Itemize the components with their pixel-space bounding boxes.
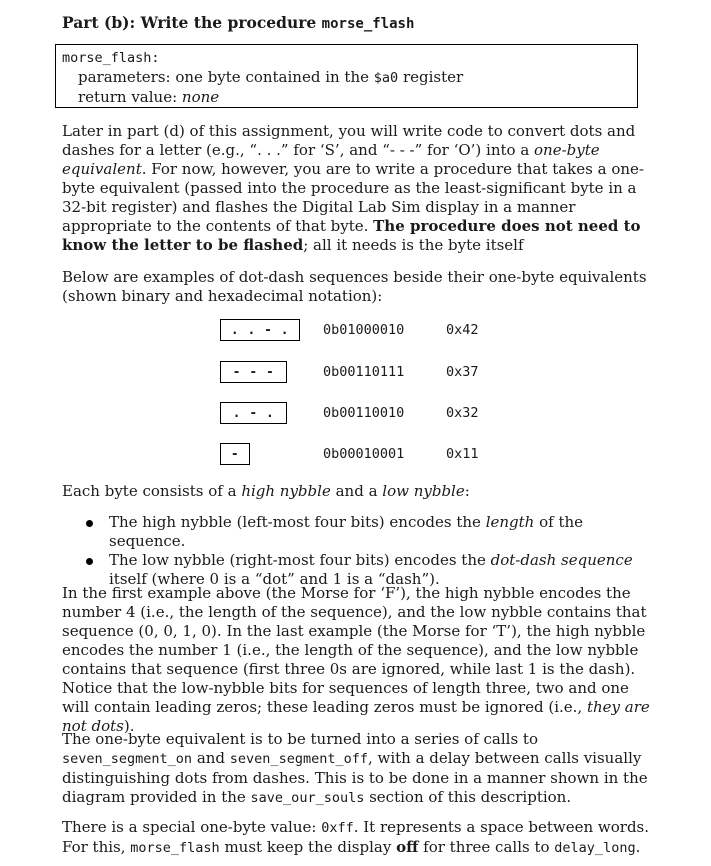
- bullet-dot-icon: [86, 558, 93, 565]
- morse-sequence: -: [230, 446, 240, 462]
- morse-sequence: . - .: [232, 405, 275, 421]
- nybble-bullet-list: [62, 513, 652, 589]
- bullet-text2: itself (where 0 is a “dot” and 1 is a “dash”).: [109, 570, 440, 588]
- para5-text3: , with a delay between calls visually distinguishing dots from dashes. This is to be done in a manner shown in the diagram provided in the: [62, 749, 648, 806]
- code-seven-segment-off: seven_segment_off: [229, 751, 368, 767]
- example-row: [0, 361, 711, 383]
- para6-text2: . It represents a space between words. For this,: [62, 818, 650, 856]
- binary-value: 0b00010001: [323, 446, 405, 462]
- code-0xff: 0xff: [321, 820, 354, 836]
- bullet-text2: of the sequence.: [109, 513, 584, 550]
- para3-emphasis1: high nybble: [241, 482, 331, 500]
- morse-sequence: - - -: [232, 364, 275, 380]
- para6-text3: must keep the display: [219, 838, 397, 856]
- special-value-paragraph: [62, 818, 652, 858]
- para1-bold: The procedure does not need to know the letter to be flashed: [62, 217, 641, 254]
- return-text: return value:: [78, 88, 182, 106]
- bullet-text1: The low nybble (right-most four bits) encodes the: [109, 551, 491, 569]
- morse-sequence: . . - .: [230, 322, 290, 338]
- example-row: [0, 319, 711, 341]
- code-seven-segment-on: seven_segment_on: [62, 751, 193, 767]
- section-heading: [62, 13, 414, 32]
- para1-text1: Later in part (d) of this assignment, you will write code to convert dots and dashes for a letter (e.g., “. . .” for ‘S’, and “- - -” for ‘O’) into a: [62, 122, 636, 159]
- hex-value: 0x37: [446, 364, 479, 380]
- para5-text1: The one-byte equivalent is to be turned into a series of calls to: [62, 730, 538, 748]
- para3-emphasis2: low nybble: [382, 482, 465, 500]
- bullet-item: [62, 513, 652, 551]
- bullet-dot-icon: [86, 520, 93, 527]
- bullet-emphasis: length: [485, 513, 535, 531]
- binary-value: 0b01000010: [323, 322, 405, 338]
- morse-sequence-box: [220, 319, 300, 341]
- para6-text4: for three calls to: [418, 838, 555, 856]
- parameters-register: $a0: [373, 70, 399, 86]
- code-save-our-souls: save_our_souls: [250, 790, 365, 806]
- para6-bold: off: [396, 838, 419, 856]
- bullet-emphasis: dot-dash sequence: [490, 551, 633, 569]
- para1-emphasis: one-byte equivalent: [62, 141, 600, 178]
- para3-text3: :: [464, 482, 470, 500]
- examples-intro-paragraph: Below are examples of dot-dash sequences beside their one-byte equivalents (shown binary and hexadecimal notation):: [62, 268, 647, 305]
- hex-value: 0x32: [446, 405, 479, 421]
- proc-parameters: [62, 68, 637, 88]
- heading-prefix: Part (b): Write the procedure: [62, 13, 322, 32]
- bullet-text1: The high nybble (left-most four bits) encodes the: [109, 513, 486, 531]
- proc-name: morse_flash:: [62, 50, 160, 66]
- hex-value: 0x42: [446, 322, 479, 338]
- para6-text5: .: [635, 838, 641, 856]
- code-delay-long: delay_long: [554, 840, 636, 856]
- example-row: [0, 443, 711, 465]
- para3-text2: and a: [330, 482, 383, 500]
- parameters-text: parameters: one byte contained in the: [78, 68, 374, 86]
- parameters-suffix: register: [398, 68, 464, 86]
- para3-text1: Each byte consists of a: [62, 482, 242, 500]
- example-row: [0, 402, 711, 424]
- hex-value: 0x11: [446, 446, 479, 462]
- seven-segment-paragraph: [62, 730, 652, 808]
- para1-text3: ; all it needs is the byte itself: [303, 236, 524, 254]
- procedure-signature-box: [55, 44, 638, 108]
- morse-sequence-box: [220, 402, 287, 424]
- code-morse-flash: morse_flash: [130, 840, 220, 856]
- binary-value: 0b00110111: [323, 364, 405, 380]
- para4-text2: ).: [123, 717, 135, 735]
- morse-sequence-box: [220, 361, 287, 383]
- para5-text4: section of this description.: [364, 788, 572, 806]
- morse-sequence-box: [220, 443, 250, 465]
- heading-proc-name: morse_flash: [321, 16, 415, 32]
- nybble-intro-paragraph: [62, 482, 652, 501]
- intro-paragraph: [62, 122, 652, 255]
- binary-value: 0b00110010: [323, 405, 405, 421]
- return-value: none: [181, 88, 220, 106]
- para6-text1: There is a special one-byte value:: [62, 818, 322, 836]
- proc-return: [62, 88, 637, 107]
- para4-emphasis: they are not dots: [62, 698, 650, 735]
- para1-text2: . For now, however, you are to write a procedure that takes a one-byte equivalent (passed into the procedure as the least-significant byte in a 32-bit register) and flashes the Digital Lab Sim display in a manner appropriate to the contents of that byte.: [62, 160, 644, 235]
- para4-text1: In the first example above (the Morse for ‘F’), the high nybble encodes the number 4 (i.e., the length of the sequence), and the low nybble contains that sequence (0, 0, 1, 0). In the last example (the Morse for ‘T’), the high nybble encodes the number 1 (i.e., the length of the sequence), and the low nybble contains that sequence (first three 0s are ignored, while last 1 is the dash). Notice that the low-nybble bits for sequences of length three, two and one will contain leading zeros; these leading zeros must be ignored (i.e.,: [62, 584, 647, 716]
- para5-text2: and: [192, 749, 230, 767]
- examples-explanation-paragraph: [62, 584, 652, 736]
